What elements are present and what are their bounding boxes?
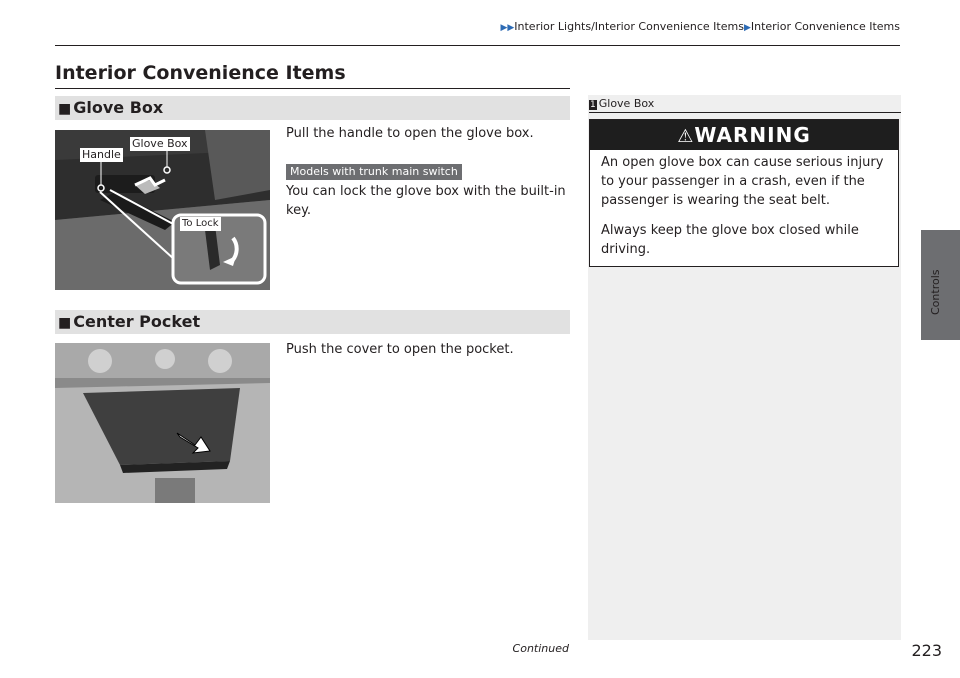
- center-pocket-instruction: Push the cover to open the pocket.: [286, 342, 514, 357]
- section-header-glove-box: [55, 96, 570, 120]
- header-rule: [55, 45, 900, 46]
- page-number: 223: [911, 641, 942, 660]
- glove-box-instruction: Pull the handle to open the glove box.: [286, 126, 534, 141]
- warning-title: WARNING: [694, 123, 811, 147]
- section-title-center-pocket: Center Pocket: [73, 312, 201, 331]
- section-title-glove-box: Glove Box: [73, 98, 164, 117]
- title-rule: [55, 88, 570, 89]
- callout-handle: Handle: [82, 148, 121, 161]
- sidebar-note-title: [589, 97, 654, 110]
- warning-header: [590, 120, 898, 150]
- breadcrumb-item-2[interactable]: Interior Convenience Items: [750, 20, 900, 33]
- continued-label: Continued: [512, 642, 569, 655]
- warning-triangle-icon: ⚠: [677, 126, 695, 147]
- center-pocket-illustration: [55, 343, 270, 503]
- warning-text: [601, 153, 891, 270]
- warning-paragraph-1: An open glove box can cause serious injury to your passenger in a crash, even if the passenger is wearing the seat belt.: [601, 155, 884, 208]
- page-title: Interior Convenience Items: [55, 62, 346, 84]
- chapter-tab-label[interactable]: [925, 255, 955, 315]
- warning-paragraph-2: Always keep the glove box closed while driving.: [601, 223, 859, 257]
- breadcrumb: [500, 20, 900, 33]
- square-bullet-icon: ■: [58, 315, 72, 331]
- callout-glove-box: Glove Box: [132, 137, 188, 150]
- sidebar-rule: [589, 112, 901, 113]
- square-bullet-icon: ■: [58, 101, 72, 117]
- center-pocket-photo: [55, 343, 270, 503]
- breadcrumb-item-1[interactable]: Interior Lights/Interior Convenience Items: [514, 20, 744, 33]
- warning-box: [589, 119, 899, 267]
- section-header-center-pocket: [55, 310, 570, 334]
- chapter-tab-text: Controls: [929, 269, 942, 315]
- note-marker-icon: 1: [590, 100, 596, 110]
- glove-box-lock-text: You can lock the glove box with the built-in key.: [286, 184, 566, 218]
- sidebar-note-title-text: Glove Box: [598, 97, 655, 110]
- model-badge: Models with trunk main switch: [286, 164, 462, 180]
- breadcrumb-arrow-icon: ▶: [743, 23, 751, 33]
- breadcrumb-arrow-icon: ▶▶: [500, 23, 515, 33]
- callout-to-lock: To Lock: [182, 218, 219, 229]
